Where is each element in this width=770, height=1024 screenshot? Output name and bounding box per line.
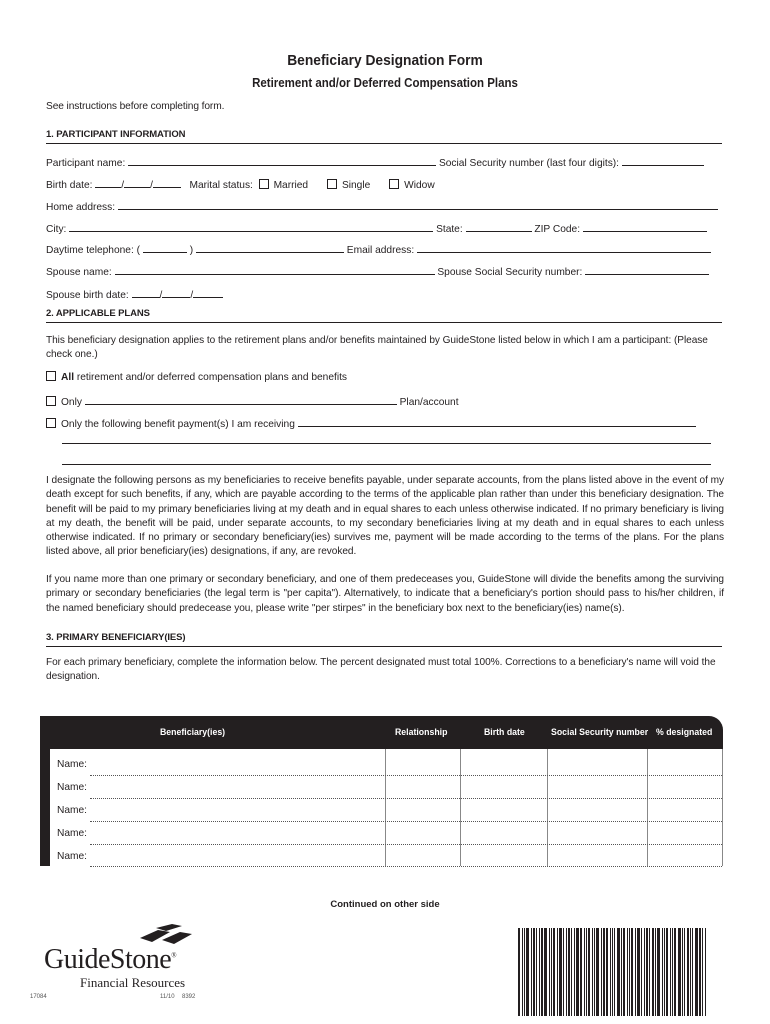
barcode-bar: [549, 928, 550, 1016]
all-bold-label: All: [61, 372, 75, 383]
participant-name-label: Participant name:: [46, 158, 126, 169]
only-plan-field[interactable]: [85, 393, 397, 405]
table-row-name-label: Name:: [57, 759, 88, 770]
guidestone-logo-icon: [136, 924, 196, 946]
barcode-bar: [692, 928, 693, 1016]
section2-heading: 2. APPLICABLE PLANS: [46, 308, 150, 319]
benefit-line-3[interactable]: [62, 464, 711, 465]
city-row: [46, 220, 707, 235]
barcode-bar: [559, 928, 562, 1016]
home-address-row: [46, 198, 718, 213]
barcode-bar: [678, 928, 681, 1016]
barcode-bar: [690, 928, 691, 1016]
barcode-bar: [522, 928, 523, 1016]
zip-label: ZIP Code:: [534, 224, 581, 235]
barcode-bar: [664, 928, 665, 1016]
form-number: 17084: [30, 994, 47, 1000]
spouse-birth-year-field[interactable]: [193, 286, 223, 298]
only-plan-checkbox[interactable]: [46, 396, 56, 406]
barcode-bar: [662, 928, 663, 1016]
barcode-bar: [551, 928, 552, 1016]
barcode-bar: [563, 928, 564, 1016]
only-following-checkbox[interactable]: [46, 418, 56, 428]
barcode-bar: [670, 928, 671, 1016]
only-following-field[interactable]: [298, 415, 696, 427]
barcode-bar: [612, 928, 613, 1016]
plan-account-label: Plan/account: [399, 397, 459, 408]
phone-row: [46, 241, 711, 256]
marital-status-label: Marital status:: [189, 180, 253, 191]
barcode-bar: [576, 928, 579, 1016]
barcode-bar: [655, 928, 656, 1016]
city-label: City:: [46, 224, 67, 235]
barcode-bar: [566, 928, 567, 1016]
only-plan-row: [46, 393, 459, 408]
barcode-bar: [526, 928, 529, 1016]
barcode-bar: [531, 928, 532, 1016]
col-divider: [647, 749, 648, 866]
col-divider: [460, 749, 461, 866]
barcode-bar: [682, 928, 683, 1016]
spouse-birth-day-field[interactable]: [162, 286, 190, 298]
table-row-name-label: Name:: [57, 782, 88, 793]
table-row-name-label: Name:: [57, 851, 88, 862]
barcode-bar: [635, 928, 636, 1016]
barcode-bar: [588, 928, 590, 1016]
col-divider: [385, 749, 386, 866]
barcode-bar: [699, 928, 701, 1016]
spouse-birth-label: Spouse birth date:: [46, 290, 129, 301]
spouse-name-label: Spouse name:: [46, 267, 112, 278]
birth-year-field[interactable]: [153, 176, 181, 188]
single-checkbox[interactable]: [327, 179, 337, 189]
section1-heading: 1. PARTICIPANT INFORMATION: [46, 129, 186, 140]
barcode-bar: [518, 928, 520, 1016]
widow-label: Widow: [404, 180, 435, 191]
barcode-bar: [644, 928, 645, 1016]
birth-marital-row: [46, 176, 435, 191]
date-slash: /: [190, 290, 194, 301]
section1-rule: [46, 143, 722, 144]
barcode-bar: [533, 928, 535, 1016]
spouse-birth-month-field[interactable]: [132, 286, 160, 298]
barcode-bar: [631, 928, 633, 1016]
home-address-label: Home address:: [46, 202, 116, 213]
barcode-bar: [586, 928, 587, 1016]
col-divider: [547, 749, 548, 866]
barcode-bar: [614, 928, 615, 1016]
table-row-name-label: Name:: [57, 828, 88, 839]
barcode-bar: [571, 928, 572, 1016]
col-birth-date: Birth date: [484, 727, 525, 738]
barcode-bar: [621, 928, 622, 1016]
barcode-bar: [584, 928, 585, 1016]
all-plans-checkbox[interactable]: [46, 371, 56, 381]
brand-subtitle: Financial Resources: [80, 975, 186, 990]
barcode-bar: [687, 928, 689, 1016]
per-capita-paragraph: If you name more than one primary or secondary beneficiary, and one of them predeceases you, GuideStone will divide the benefits among the surviving primary or secondary beneficiaries (the legal term is "per capita"). Alternatively, to indicate that a beneficiary's portion should pass to his/her children, if the named beneficiary should predecease you, please write "per stirpes" in the beneficiary box next to the beneficiary(ies) name(s).: [46, 574, 724, 614]
phone-field[interactable]: [196, 241, 344, 253]
state-field[interactable]: [466, 220, 532, 232]
barcode-bar: [672, 928, 673, 1016]
participant-name-row: [46, 154, 704, 169]
barcode-bar: [524, 928, 525, 1016]
barcode-bar: [666, 928, 668, 1016]
birth-date-label: Birth date:: [46, 180, 93, 191]
spouse-ssn-label: Spouse Social Security number:: [437, 267, 583, 278]
barcode-bar: [601, 928, 602, 1016]
col-percent: % designated: [656, 727, 713, 738]
barcode-bar: [617, 928, 620, 1016]
email-label: Email address:: [346, 245, 415, 256]
barcode-bar: [646, 928, 648, 1016]
date-slash: /: [150, 180, 153, 191]
ssn-last4-label: Social Security number (last four digits):: [438, 158, 620, 169]
barcode-bar: [580, 928, 582, 1016]
barcode-bar: [623, 928, 625, 1016]
barcode-bar: [603, 928, 605, 1016]
birth-month-field[interactable]: [95, 176, 121, 188]
spouse-name-field[interactable]: [115, 263, 435, 275]
barcode-bar: [674, 928, 676, 1016]
barcode-bar: [539, 928, 540, 1016]
col-beneficiaries: Beneficiary(ies): [160, 727, 226, 738]
date-slash: /: [159, 290, 163, 301]
col-ssn: Social Security number: [551, 727, 649, 738]
barcode-bar: [557, 928, 558, 1016]
section3-heading: 3. PRIMARY BENEFICIARY(IES): [46, 632, 186, 643]
barcode-bar: [684, 928, 685, 1016]
primary-beneficiary-intro: For each primary beneficiary, complete the information below. The percent designated must total 100%. Corrections to a beneficiary's name will void the designation.: [46, 657, 716, 683]
barcode-bar: [641, 928, 642, 1016]
spouse-birth-row: [46, 286, 223, 301]
instructions-note: See instructions before completing form.: [46, 101, 225, 112]
barcode: [518, 928, 723, 1016]
continued-note: Continued on other side: [330, 899, 440, 910]
benefit-line-2[interactable]: [62, 443, 711, 444]
barcode-bar: [705, 928, 706, 1016]
table-row[interactable]: [90, 821, 722, 822]
barcode-bar: [596, 928, 599, 1016]
spouse-ssn-field[interactable]: [585, 263, 709, 275]
barcode-bar: [574, 928, 575, 1016]
col-divider: [722, 749, 723, 866]
birth-day-field[interactable]: [124, 176, 150, 188]
only-following-label: Only the following benefit payment(s) I am receiving: [61, 419, 295, 430]
participant-name-field[interactable]: [128, 154, 436, 166]
area-code-field[interactable]: [143, 241, 187, 253]
barcode-bar: [629, 928, 630, 1016]
form-subtitle: Retirement and/or Deferred Compensation Plans: [252, 76, 518, 90]
spouse-row: [46, 263, 709, 278]
registered-mark: ®: [171, 951, 177, 960]
state-label: State:: [436, 224, 463, 235]
barcode-bar: [610, 928, 611, 1016]
all-plans-label: retirement and/or deferred compensation plans and benefits: [76, 372, 348, 383]
phone-label: Daytime telephone: (: [46, 245, 141, 256]
date-code: 11/10: [160, 994, 175, 1000]
barcode-bar: [649, 928, 650, 1016]
barcode-bar: [553, 928, 555, 1016]
married-label: Married: [273, 180, 309, 191]
beneficiary-table-side: [40, 749, 50, 866]
barcode-bar: [541, 928, 543, 1016]
ssn-last4-field[interactable]: [622, 154, 704, 166]
brand-text: GuideStone: [44, 944, 172, 975]
date-slash: /: [121, 180, 125, 191]
table-row[interactable]: [90, 844, 722, 845]
applicable-plans-intro: This beneficiary designation applies to the retirement plans and/or benefits maintained by GuideStone listed below in which I am a participant: (Please check one.): [46, 335, 708, 361]
table-row[interactable]: [90, 798, 722, 799]
code-number: 8392: [182, 994, 196, 1000]
table-row-name-label: Name:: [57, 805, 88, 816]
barcode-bar: [594, 928, 595, 1016]
barcode-bar: [544, 928, 547, 1016]
table-row[interactable]: [90, 775, 722, 776]
email-field[interactable]: [417, 241, 711, 253]
section2-rule: [46, 322, 722, 323]
zip-field[interactable]: [583, 220, 707, 232]
barcode-bar: [702, 928, 703, 1016]
married-checkbox[interactable]: [259, 179, 269, 189]
barcode-bar: [592, 928, 593, 1016]
only-label: Only: [61, 397, 82, 408]
barcode-bar: [695, 928, 698, 1016]
section3-rule: [46, 646, 722, 647]
col-relationship: Relationship: [395, 727, 448, 738]
barcode-bar: [606, 928, 608, 1016]
city-field[interactable]: [69, 220, 433, 232]
form-title: Beneficiary Designation Form: [287, 52, 483, 69]
only-following-row: [46, 415, 696, 430]
home-address-field[interactable]: [118, 198, 718, 210]
barcode-bar: [652, 928, 654, 1016]
barcode-bar: [568, 928, 570, 1016]
barcode-bar: [536, 928, 537, 1016]
designation-paragraph: I designate the following persons as my beneficiaries to receive benefits payable, under separate accounts, from the plans listed above in the event of my death except for such benefits, if any, which are payable according to the terms of the applicable plan rather than under this beneficiary designation. The benefit will be paid to my primary beneficiaries living at my death and in equal shares to each unless otherwise indicated. If no primary beneficiary is living at my death, the benefit will be paid, under separate accounts, to my secondary beneficiaries living at my death and in equal shares to each unless otherwise indicated. If no primary or secondary beneficiary(ies) survives me, payment will be made according to the terms of the plans. For the plans listed above, all prior beneficiary(ies) designations, if any, are revoked.: [46, 475, 724, 558]
brand-name: [44, 944, 176, 976]
barcode-bar: [637, 928, 640, 1016]
all-plans-row: [46, 371, 347, 383]
single-label: Single: [341, 180, 371, 191]
barcode-bar: [657, 928, 660, 1016]
table-row[interactable]: [90, 866, 722, 867]
paren-close: ): [189, 245, 194, 256]
widow-checkbox[interactable]: [389, 179, 399, 189]
barcode-bar: [627, 928, 628, 1016]
